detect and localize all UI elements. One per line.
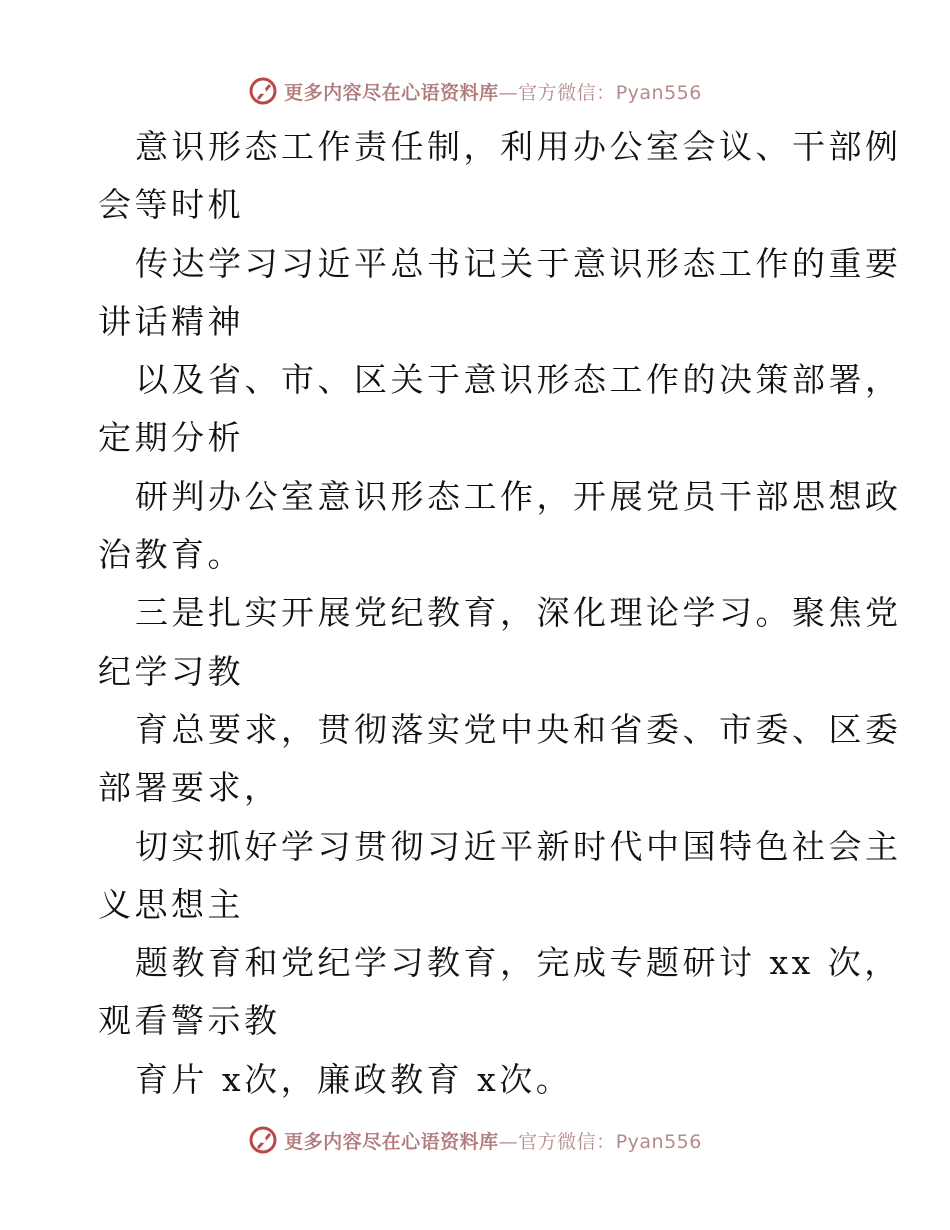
body-line: 义思想主 (98, 884, 244, 924)
body-line: 研判办公室意识形态工作，开展党员干部思想政 (135, 476, 902, 516)
body-line: 讲话精神 (98, 301, 244, 341)
header-watermark (0, 71, 950, 111)
body-line: 纪学习教 (98, 651, 244, 691)
watermark-text: 更多内容尽在心语资料库—官方微信：Pyan556 (284, 81, 702, 104)
document-body (98, 118, 902, 1109)
body-line: 三是扎实开展党纪教育，深化理论学习。聚焦党 (135, 593, 902, 633)
body-line: 育片 x次，廉政教育 x次。 (135, 1059, 573, 1099)
quill-logo-icon (248, 1125, 278, 1155)
body-line: 育总要求，贯彻落实党中央和省委、市委、区委 (135, 709, 902, 749)
quill-logo-icon (248, 76, 278, 106)
body-line: 题教育和党纪学习教育，完成专题研讨 xx 次， (135, 943, 901, 983)
body-line: 传达学习习近平总书记关于意识形态工作的重要 (135, 243, 902, 283)
footer-watermark (0, 1120, 950, 1160)
body-line: 意识形态工作责任制，利用办公室会议、干部例 (135, 127, 902, 166)
body-line: 观看警示教 (98, 1001, 281, 1041)
body-line: 治教育。 (98, 535, 244, 575)
body-line: 部署要求， (98, 768, 281, 808)
body-line: 会等时机 (98, 185, 244, 225)
body-line: 切实抓好学习贯彻习近平新时代中国特色社会主 (135, 826, 902, 866)
body-line: 定期分析 (98, 418, 244, 458)
body-line: 以及省、市、区关于意识形态工作的决策部署， (135, 360, 902, 400)
watermark-text: 更多内容尽在心语资料库—官方微信：Pyan556 (284, 1130, 702, 1153)
